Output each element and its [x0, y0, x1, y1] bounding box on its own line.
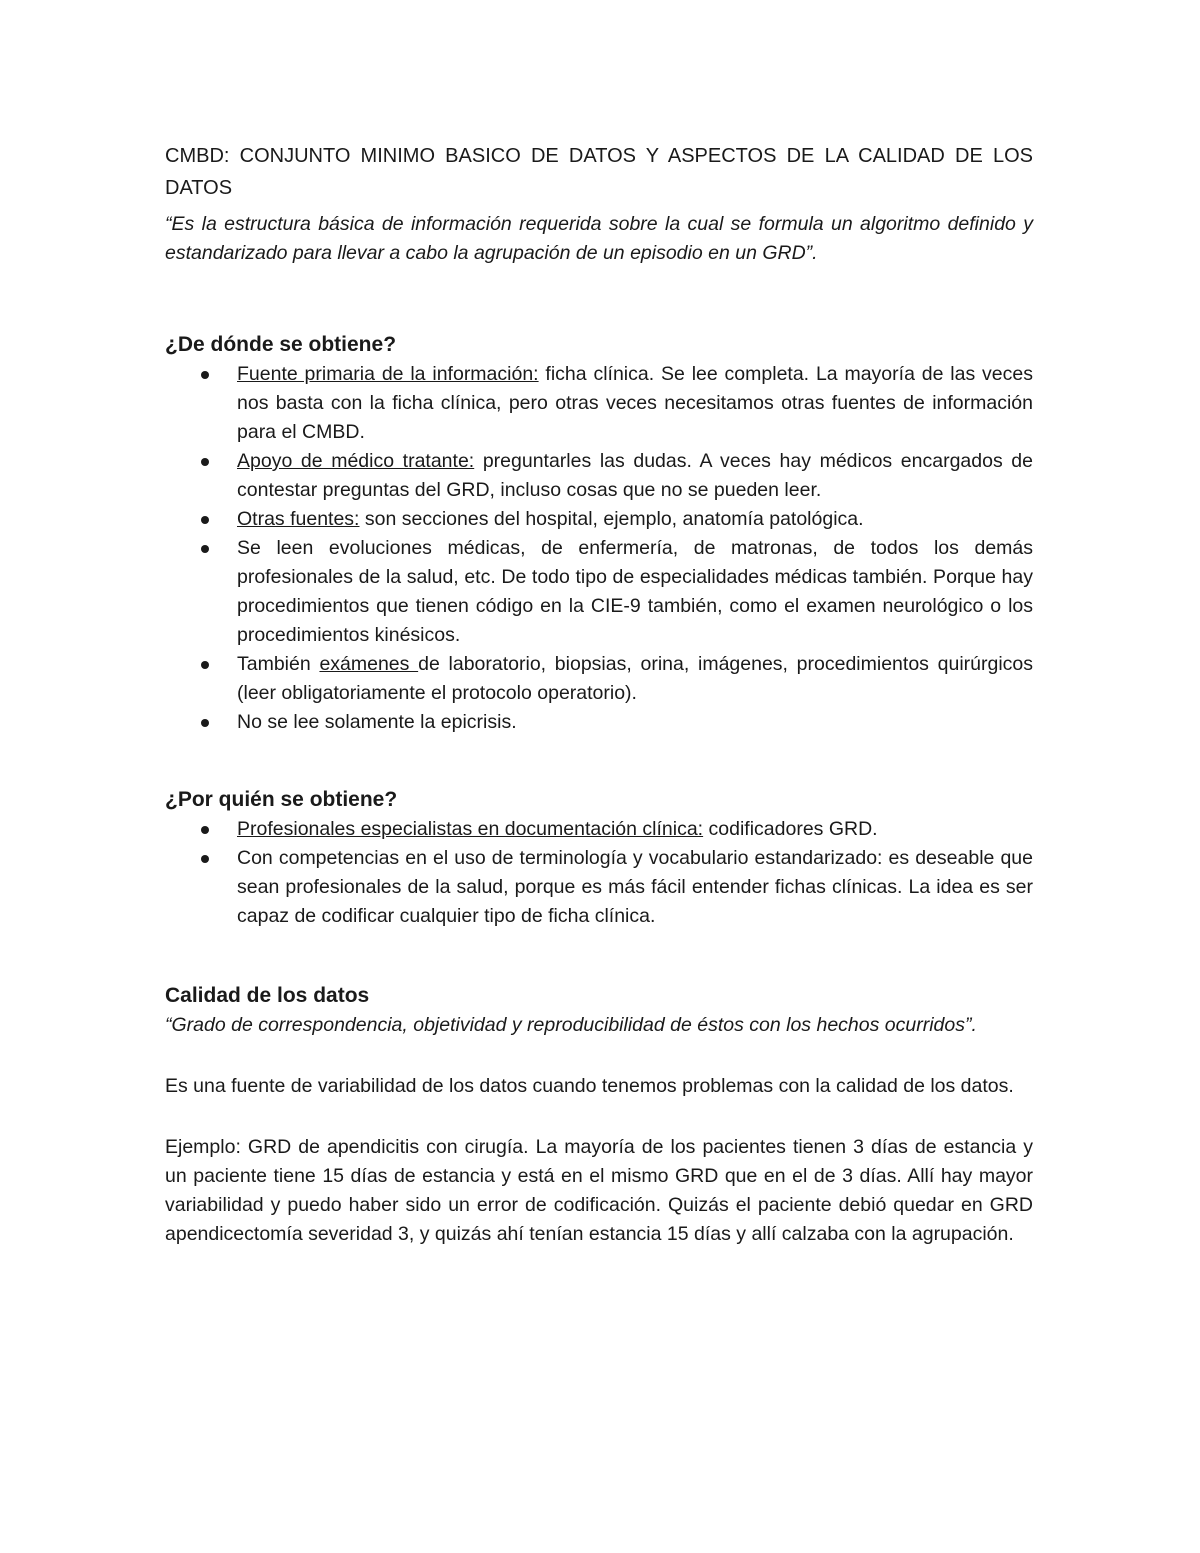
calidad-definition: “Grado de correspondencia, objetividad y reproducibilidad de éstos con los hechos ocurridos”. — [165, 1014, 977, 1036]
item-text: No se lee solamente la epicrisis. — [237, 711, 517, 733]
item-text: codificadores GRD. — [703, 818, 878, 840]
bullet-icon — [201, 516, 209, 524]
document-title: CMBD: CONJUNTO MINIMO BASICO DE DATOS Y ASPECTOS DE LA CALIDAD DE LOS DATOS — [165, 145, 1033, 199]
list-item — [165, 815, 1033, 844]
heading-por-quien-se-obtiene: ¿Por quién se obtiene? — [165, 788, 398, 811]
list-item — [165, 360, 1033, 447]
bullet-icon — [201, 719, 209, 727]
list-item — [165, 505, 1033, 534]
item-lead: Apoyo de médico tratante: — [237, 450, 475, 472]
bullet-icon — [201, 826, 209, 834]
item-text: Se leen evoluciones médicas, de enfermería, de matronas, de todos los demás profesionales de la salud, etc. De todo tipo de especialidades médicas también. Porque hay procedimientos que tienen código en la CIE-9 también, como el examen neurológico o los procedimientos kinésicos. — [237, 537, 1033, 646]
heading-calidad-de-los-datos: Calidad de los datos — [165, 984, 370, 1007]
bullet-icon — [201, 371, 209, 379]
item-text: preguntarles las dudas. A veces hay médicos encargados de contestar preguntas del GRD, incluso cosas que no se pueden leer. — [237, 450, 1033, 501]
list-por-quien-se-obtiene — [165, 815, 1033, 931]
list-item — [165, 708, 1033, 737]
list-item — [165, 447, 1033, 505]
list-donde-se-obtiene — [165, 360, 1033, 737]
document-page — [165, 140, 1033, 1249]
cmbd-definition: “Es la estructura básica de información requerida sobre la cual se formula un algoritmo definido y estandarizado para llevar a cabo la agrupación de un episodio en un GRD”. — [165, 213, 1033, 264]
list-item — [165, 650, 1033, 708]
list-item — [165, 534, 1033, 650]
paragraph-variabilidad: Es una fuente de variabilidad de los datos cuando tenemos problemas con la calidad de los datos. — [165, 1075, 1014, 1097]
item-text-pre: También — [237, 653, 320, 675]
list-item — [165, 844, 1033, 931]
item-underlined: exámenes — [319, 653, 419, 675]
item-text: son secciones del hospital, ejemplo, anatomía patológica. — [359, 508, 864, 530]
bullet-icon — [201, 545, 209, 553]
bullet-icon — [201, 661, 209, 669]
item-lead: Profesionales especialistas en documentación clínica: — [237, 818, 704, 840]
item-lead: Fuente primaria de la información: — [237, 363, 539, 385]
item-text: Con competencias en el uso de terminología y vocabulario estandarizado: es deseable que sean profesionales de la salud, porque es más fácil entender fichas clínicas. La idea es ser capaz de codificar cualquier tipo de ficha clínica. — [237, 847, 1033, 927]
item-text: ficha clínica. Se lee completa. La mayoría de las veces nos basta con la ficha clínica, pero otras veces necesitamos otras fuentes de información para el CMBD. — [237, 363, 1033, 443]
item-lead: Otras fuentes: — [237, 508, 360, 530]
bullet-icon — [201, 855, 209, 863]
heading-donde-se-obtiene: ¿De dónde se obtiene? — [165, 333, 397, 356]
bullet-icon — [201, 458, 209, 466]
item-text-post: de laboratorio, biopsias, orina, imágenes, procedimientos quirúrgicos (leer obligatoriamente el protocolo operatorio). — [237, 653, 1034, 704]
paragraph-ejemplo: Ejemplo: GRD de apendicitis con cirugía. La mayoría de los pacientes tienen 3 días de estancia y un paciente tiene 15 días de estancia y está en el mismo GRD que en el de 3 días. Allí hay mayor variabilidad y puedo haber sido un error de codificación. Quizás el paciente debió quedar en GRD apendicectomía severidad 3, y quizás ahí tenían estancia 15 días y allí calzaba con la agrupación. — [165, 1136, 1033, 1245]
